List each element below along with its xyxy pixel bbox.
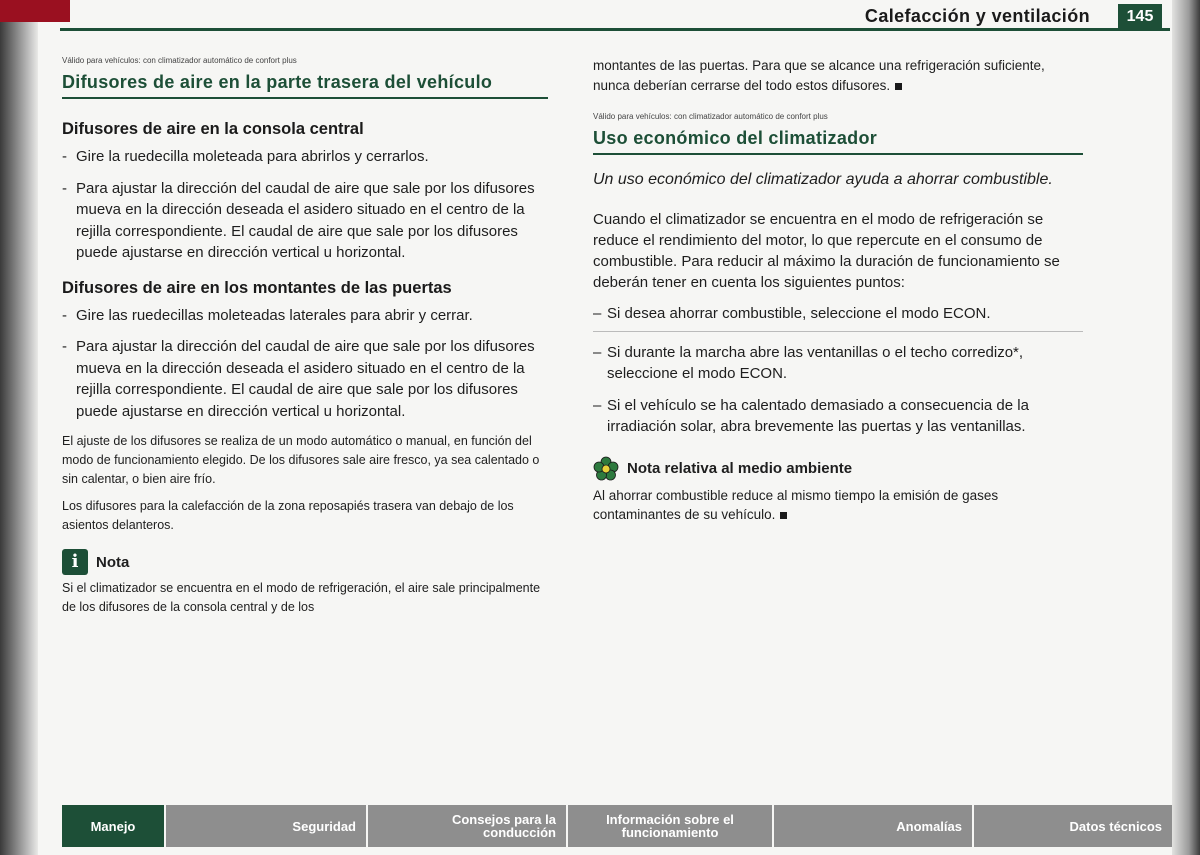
chapter-title: Calefacción y ventilación: [864, 6, 1090, 26]
subheading-door-pillars: Difusores de aire en los montantes de las puertas: [62, 278, 452, 297]
list-item-text: Si durante la marcha abre las ventanillas o el techo corredizo*, seleccione el modo ECON.: [607, 343, 1024, 382]
dash-bullet: –: [593, 305, 602, 322]
paragraph: Los difusores para la calefacción de la zona reposapiés trasera van debajo de los asientos delanteros.: [62, 499, 514, 532]
tab-seguridad[interactable]: Seguridad: [164, 805, 366, 847]
env-note-title: Nota relativa al medio ambiente: [627, 460, 853, 477]
header-rule: [60, 28, 1170, 31]
tab-informacion-funcionamiento[interactable]: Información sobre el funcionamiento: [566, 805, 772, 847]
dash-bullet: -: [62, 179, 67, 197]
note-text: Si el climatizador se encuentra en el modo de refrigeración, el aire sale principalmente de los difusores de la consola central y de los: [62, 581, 541, 614]
list-item: [593, 395, 1083, 438]
list-item: [62, 305, 548, 327]
note-title: Nota: [96, 553, 130, 571]
note-header: [62, 549, 548, 575]
right-column: [593, 56, 1083, 532]
list-item-text: Para ajustar la dirección del caudal de aire que sale por los difusores mueva en la dirección deseada el asidero situado en el centro de la rejilla correspondiente. El caudal de aire que sale por los difusores puede ajustarse en dirección vertical u horizontal.: [76, 338, 535, 420]
info-icon: i: [62, 549, 88, 575]
section-title: Difusores de aire en la parte trasera del vehículo: [62, 71, 548, 99]
footer-tabs: [62, 805, 1172, 847]
list-item: [593, 342, 1083, 385]
body-text: Cuando el climatizador se encuentra en el modo de refrigeración se reduce el rendimiento del motor, lo que repercute en el consumo de combustible. Para reducir al máximo la duración de funcionamiento se deberán tener en cuenta los siguientes puntos:: [593, 211, 1060, 291]
page-number: 145: [1118, 4, 1162, 30]
dash-bullet: -: [62, 306, 67, 324]
end-mark: [895, 83, 902, 90]
end-mark: [780, 512, 787, 519]
lead-text: Un uso económico del climatizador ayuda a ahorrar combustible.: [593, 171, 1053, 188]
page-edge-shadow: [1172, 0, 1200, 855]
left-column: [62, 56, 548, 625]
env-note-header: [593, 456, 1083, 482]
tab-datos-tecnicos[interactable]: Datos técnicos: [972, 805, 1172, 847]
list-item: [62, 336, 548, 422]
tab-manejo[interactable]: Manejo: [62, 805, 164, 847]
list-item-text: Si el vehículo se ha calentado demasiado a consecuencia de la irradiación solar, abra brevemente las puertas y las ventanillas.: [607, 396, 1029, 435]
list-item-text: Gire la ruedecilla moleteada para abrirlos y cerrarlos.: [76, 148, 429, 165]
page-binding-shadow: [0, 0, 38, 855]
list-item: [593, 303, 1083, 332]
paragraph: El ajuste de los difusores se realiza de un modo automático o manual, en función del modo de funcionamiento elegido. De los difusores sale aire fresco, ya sea calentado o sin calentar, o bien aire frío.: [62, 434, 540, 486]
list-item-text: Si desea ahorrar combustible, seleccione el modo ECON.: [607, 305, 991, 322]
list-item: [62, 146, 548, 168]
list-item: [62, 178, 548, 264]
dash-bullet: -: [62, 148, 67, 165]
list-item-text: Para ajustar la dirección del caudal de aire que sale por los difusores mueva en la dirección deseada el asidero situado en el centro de la rejilla correspondiente. El caudal de aire que sale por los difusores puede ajustarse en dirección vertical u horizontal.: [76, 179, 535, 261]
list-item-text: Gire las ruedecillas moleteadas laterales para abrir y cerrar.: [76, 306, 473, 324]
top-corner-tab: [0, 0, 70, 22]
subheading-center-console: Difusores de aire en la consola central: [62, 120, 364, 138]
dash-bullet: -: [62, 338, 67, 355]
dash-bullet: –: [593, 396, 602, 414]
tab-anomalias[interactable]: Anomalías: [772, 805, 972, 847]
continued-text: [593, 56, 1083, 96]
validity-note: Válido para vehículos: con climatizador automático de confort plus: [62, 56, 297, 65]
env-note-text-content: Al ahorrar combustible reduce al mismo tiempo la emisión de gases contaminantes de su vehículo.: [593, 487, 999, 522]
section-title: Uso económico del climatizador: [593, 127, 1083, 155]
dash-bullet: –: [593, 343, 602, 361]
tab-consejos-conduccion[interactable]: Consejos para la conducción: [366, 805, 566, 847]
env-note-text: [593, 486, 1083, 524]
continued-text-content: montantes de las puertas. Para que se alcance una refrigeración suficiente, nunca deberían cerrarse del todo estos difusores.: [593, 58, 1045, 93]
validity-note: Válido para vehículos: con climatizador automático de confort plus: [593, 112, 828, 121]
flower-icon: [593, 456, 619, 482]
